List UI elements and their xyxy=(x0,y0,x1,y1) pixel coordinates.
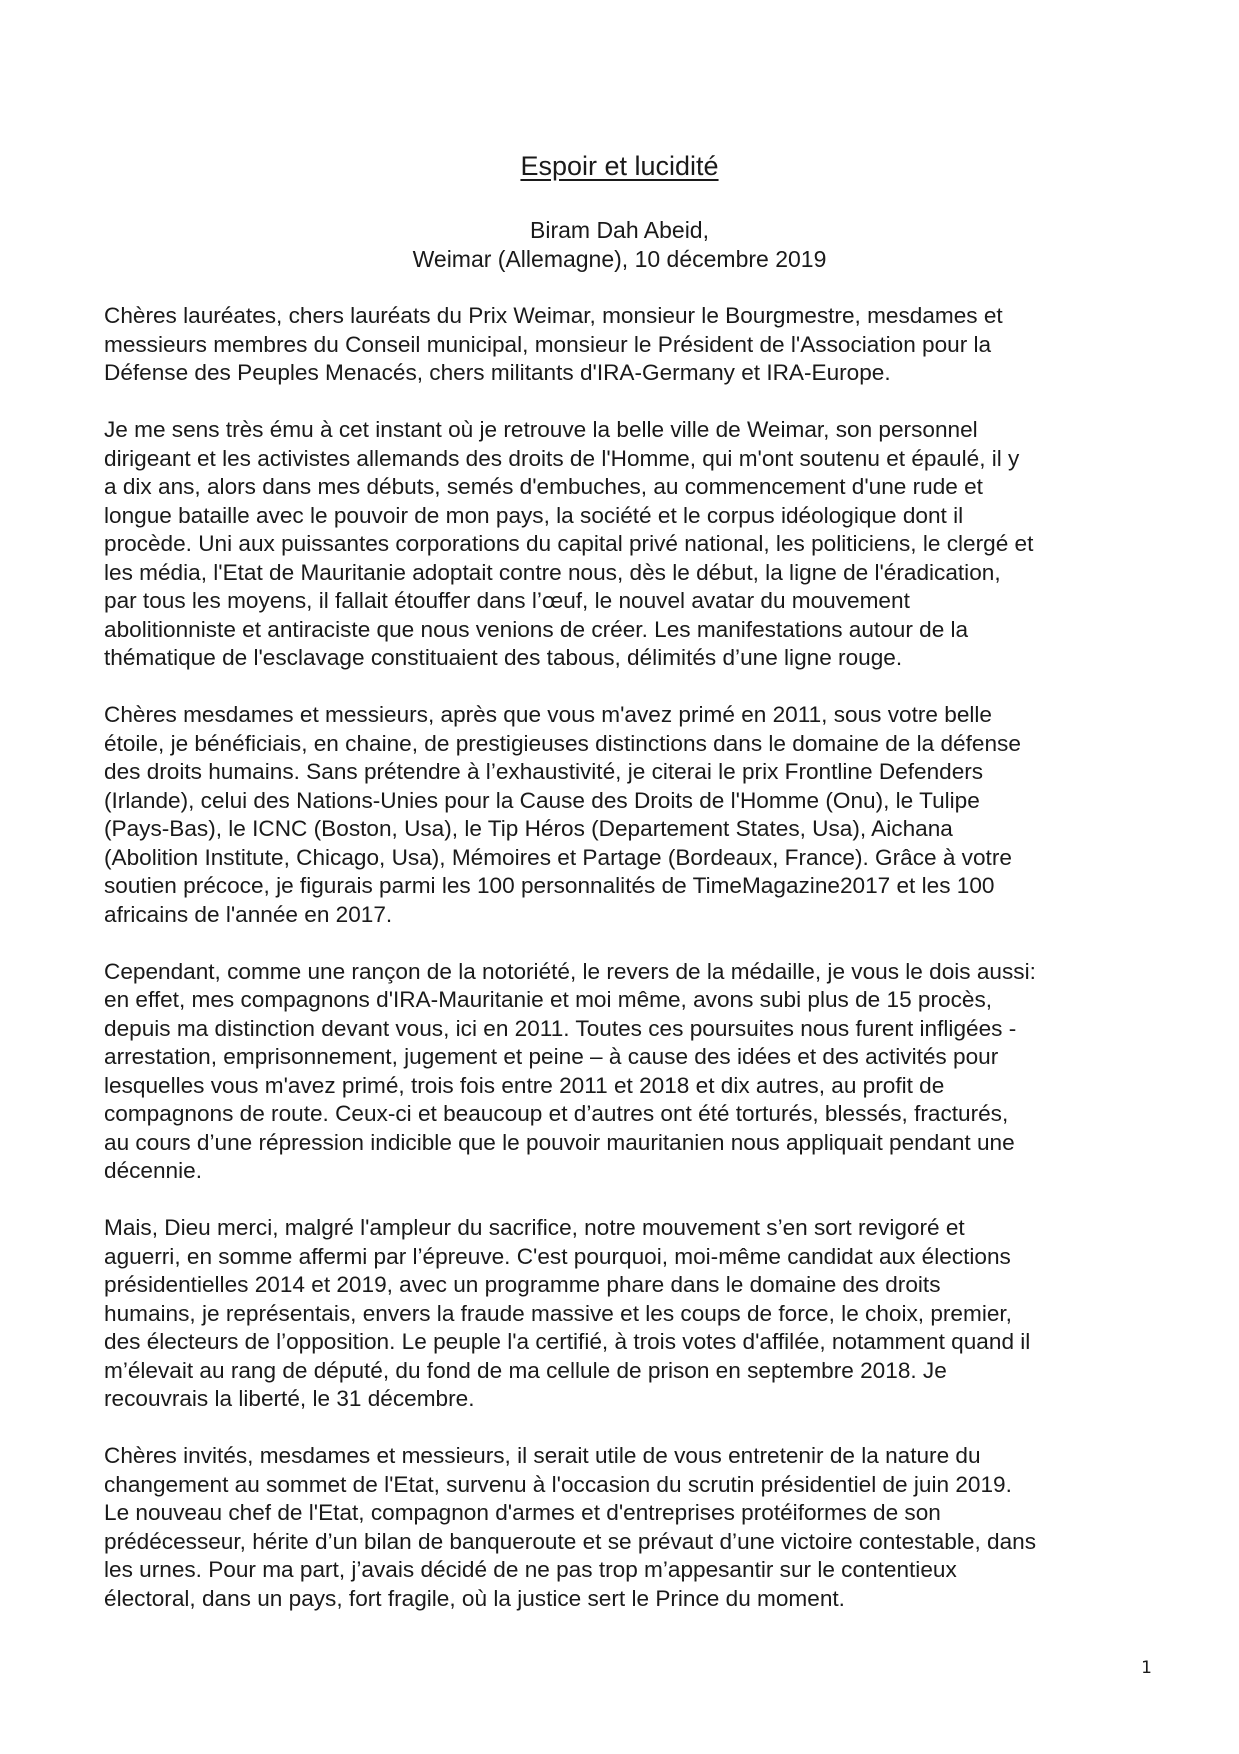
document-title: Espoir et lucidité xyxy=(520,151,719,181)
text-line: en effet, mes compagnons d'IRA-Mauritanie et moi même, avons subi plus de 15 procès, xyxy=(104,987,993,1012)
text-line: changement au sommet de l'Etat, survenu à l'occasion du scrutin présidentiel de juin 2019. xyxy=(104,1471,1012,1497)
text-line: décennie. xyxy=(104,1158,202,1183)
text-line: aguerri, en somme affermi par l’épreuve. C'est pourquoi, moi-même candidat aux élections xyxy=(104,1243,1011,1269)
text-line: des droits humains. Sans prétendre à l’exhaustivité, je citerai le prix Frontline Defenders xyxy=(104,759,984,784)
text-line: les média, l'Etat de Mauritanie adoptait contre nous, dès le début, la ligne de l'éradication, xyxy=(104,559,1001,585)
text-line: dirigeant et les activistes allemands des droits de l'Homme, qui m'ont soutenu et épaulé, il y xyxy=(104,445,1020,471)
text-line: depuis ma distinction devant vous, ici en 2011. Toutes ces poursuites nous furent infligées - xyxy=(104,1015,1017,1041)
author-name: Biram Dah Abeid, xyxy=(530,217,709,243)
text-line: les urnes. Pour ma part, j’avais décidé de ne pas trop m’appesantir sur le contentieux xyxy=(104,1557,957,1582)
text-line: thématique de l'esclavage constituaient des tabous, délimités d’une ligne rouge. xyxy=(104,645,903,670)
text-line: (Irlande), celui des Nations-Unies pour la Cause des Droits de l'Homme (Onu), le Tulipe xyxy=(104,787,980,813)
text-line: longue bataille avec le pouvoir de mon pays, la société et le corpus idéologique dont il xyxy=(104,502,964,528)
text-line: Mais, Dieu merci, malgré l'ampleur du sacrifice, notre mouvement s’en sort revigoré et xyxy=(104,1215,965,1240)
text-line: humains, je représentais, envers la fraude massive et les coups de force, le choix, premier, xyxy=(104,1300,1012,1326)
text-line: Je me sens très ému à cet instant où je retrouve la belle ville de Weimar, son personnel xyxy=(104,417,978,442)
text-line: Cependant, comme une rançon de la notoriété, le revers de la médaille, je vous le dois aussi: xyxy=(104,958,1036,984)
paragraph xyxy=(104,1214,1144,1414)
text-line: Chères lauréates, chers lauréats du Prix Weimar, monsieur le Bourgmestre, mesdames et xyxy=(104,303,1003,328)
body-text xyxy=(104,302,1144,1642)
text-line: africains de l'année en 2017. xyxy=(104,901,393,927)
text-line: prédécesseur, hérite d’un bilan de banqueroute et se prévaut d’une victoire contestable, dans xyxy=(104,1528,1036,1554)
text-line: au cours d’une répression indicible que le pouvoir mauritanien nous appliquait pendant une xyxy=(104,1129,1015,1155)
text-line: arrestation, emprisonnement, jugement et peine – à cause des idées et des activités pour xyxy=(104,1044,999,1069)
text-line: m’élevait au rang de député, du fond de ma cellule de prison en septembre 2018. Je xyxy=(104,1357,947,1383)
text-line: lesquelles vous m'avez primé, trois fois entre 2011 et 2018 et dix autres, au profit de xyxy=(104,1072,945,1098)
text-line: soutien précoce, je figurais parmi les 100 personnalités de TimeMagazine2017 et les 100 xyxy=(104,873,995,898)
text-line: procède. Uni aux puissantes corporations du capital privé national, les politiciens, le clergé et xyxy=(104,531,1034,556)
text-line: abolitionniste et antiraciste que nous venions de créer. Les manifestations autour de la xyxy=(104,616,969,642)
author-block xyxy=(0,216,1239,274)
text-line: Le nouveau chef de l'Etat, compagnon d'armes et d'entreprises protéiformes de son xyxy=(104,1500,941,1525)
place-date: Weimar (Allemagne), 10 décembre 2019 xyxy=(412,246,827,272)
text-line: compagnons de route. Ceux-ci et beaucoup et d’autres ont été torturés, blessés, fracturés, xyxy=(104,1101,1009,1126)
paragraph xyxy=(104,416,1144,673)
text-line: électoral, dans un pays, fort fragile, où la justice sert le Prince du moment. xyxy=(104,1585,845,1611)
page-number: 1 xyxy=(1141,1658,1152,1678)
text-line: Défense des Peuples Menacés, chers militants d'IRA-Germany et IRA-Europe. xyxy=(104,360,891,385)
paragraph xyxy=(104,302,1144,388)
paragraph xyxy=(104,1442,1144,1613)
text-line: Chères mesdames et messieurs, après que vous m'avez primé en 2011, sous votre belle xyxy=(104,702,992,727)
text-line: présidentielles 2014 et 2019, avec un programme phare dans le domaine des droits xyxy=(104,1272,941,1297)
text-line: (Abolition Institute, Chicago, Usa), Mémoires et Partage (Bordeaux, France). Grâce à votre xyxy=(104,844,1012,870)
text-line: a dix ans, alors dans mes débuts, semés d'embuches, au commencement d'une rude et xyxy=(104,474,983,499)
text-line: (Pays-Bas), le ICNC (Boston, Usa), le Tip Héros (Departement States, Usa), Aichana xyxy=(104,816,953,841)
text-line: par tous les moyens, il fallait étouffer dans l’œuf, le nouvel avatar du mouvement xyxy=(104,588,910,613)
paragraph xyxy=(104,958,1144,1186)
text-line: recouvrais la liberté, le 31 décembre. xyxy=(104,1386,475,1411)
text-line: des électeurs de l’opposition. Le peuple l'a certifié, à trois votes d'affilée, notamment quand il xyxy=(104,1329,1031,1354)
text-line: Chères invités, mesdames et messieurs, il serait utile de vous entretenir de la nature du xyxy=(104,1443,981,1468)
text-line: messieurs membres du Conseil municipal, monsieur le Président de l'Association pour la xyxy=(104,331,992,357)
text-line: étoile, je bénéficiais, en chaine, de prestigieuses distinctions dans le domaine de la défense xyxy=(104,730,1021,756)
paragraph xyxy=(104,701,1144,929)
